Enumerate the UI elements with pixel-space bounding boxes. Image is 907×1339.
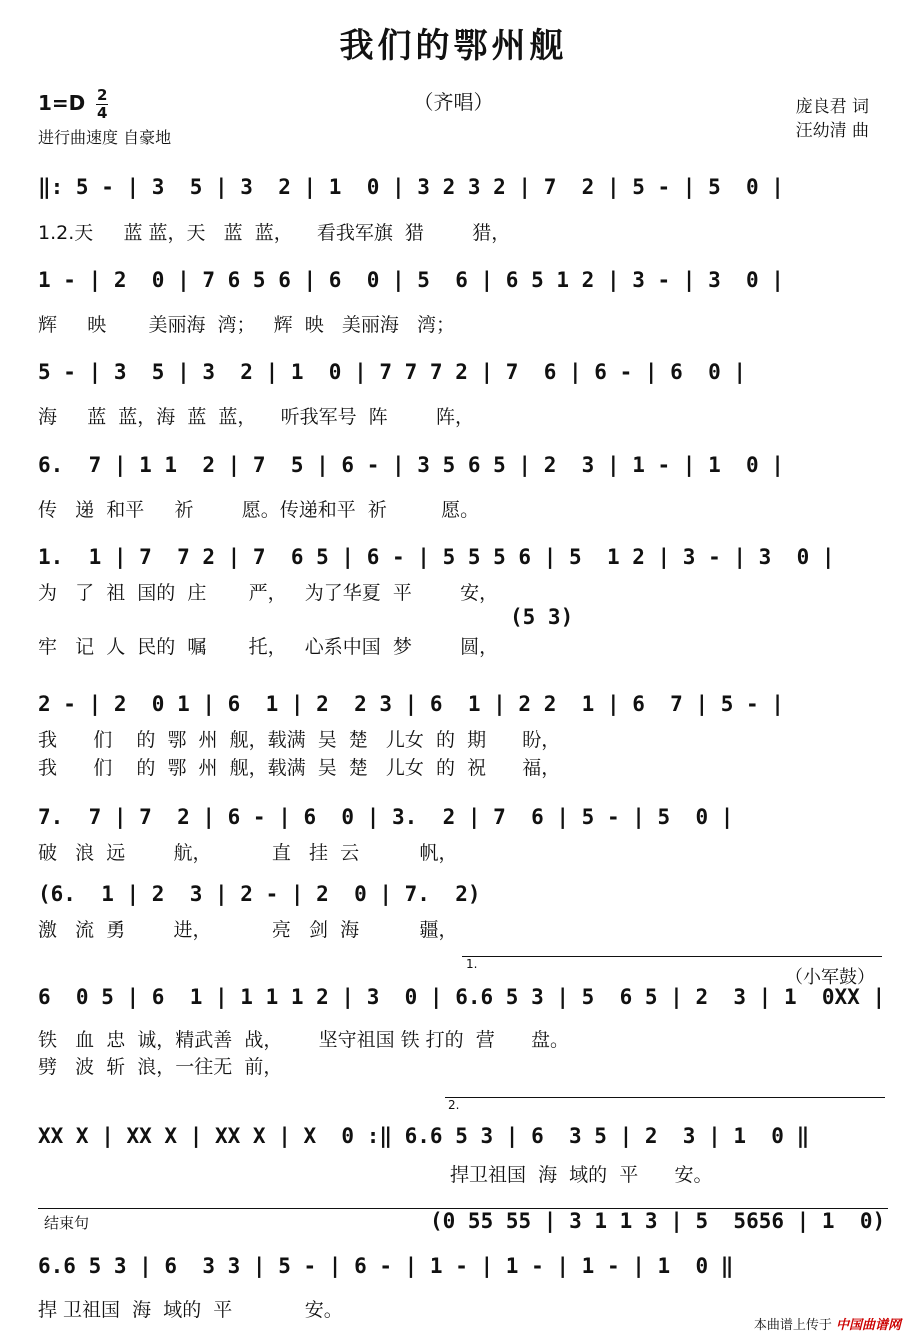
lyric-row: 我 们 的 鄂 州 舰，载满 吴 楚 儿女 的 祝 福，	[38, 757, 561, 779]
notation-row: (0 55 55 | 3 1 1 3 | 5 5656 | 1 0)	[430, 1209, 886, 1233]
lyric-row: 破 浪 远 航， 直 挂 云 帆，	[38, 842, 458, 864]
volta-1-bracket	[462, 956, 882, 957]
notation-row: 1 - | 2 0 | 7 6 5 6 | 6 0 | 5 6 | 6 5 1 2 | 3 - | 3 0 |	[38, 268, 784, 292]
volta-2-label: 2.	[448, 1098, 460, 1112]
lyric-row: 海 蓝 蓝，海 蓝 蓝， 听我军号 阵 阵，	[38, 406, 474, 428]
ending-bracket	[38, 1208, 888, 1209]
subtitle: （齐唱）	[413, 90, 494, 114]
ending-label: 结束句	[44, 1214, 90, 1232]
notation-row: (5 3)	[510, 605, 574, 629]
time-sig-top: 2	[97, 86, 108, 104]
notation-row: (6. 1 | 2 3 | 2 - | 2 0 | 7. 2)	[38, 882, 481, 906]
notation-row: 6. 7 | 1 1 2 | 7 5 | 6 - | 3 5 6 5 | 2 3 | 1 - | 1 0 |	[38, 453, 784, 477]
footer	[754, 1314, 901, 1333]
key-label: 1=D	[38, 91, 86, 115]
footer-site[interactable]: 中国曲谱网	[835, 1318, 901, 1333]
lyric-row: 牢 记 人 民的 嘱 托， 心系中国 梦 圆，	[38, 636, 499, 658]
notation-row: 2 - | 2 0 1 | 6 1 | 2 2 3 | 6 1 | 2 2 1 | 6 7 | 5 - |	[38, 692, 784, 716]
page-title: 我们的鄂州舰	[339, 26, 568, 66]
lyric-row: 劈 波 斩 浪，一往无 前，	[38, 1056, 283, 1078]
lyric-row: 1.2.天 蓝 蓝，天 蓝 蓝， 看我军旗 猎 猎，	[38, 222, 511, 244]
lyric-row: 传 递 和平 祈 愿。传递和平 祈 愿。	[38, 499, 480, 521]
footer-prefix: 本曲谱上传于	[753, 1318, 832, 1333]
lyric-row: 我 们 的 鄂 州 舰，载满 吴 楚 儿女 的 期 盼，	[38, 729, 561, 751]
notation-row: ‖: 5 - | 3 5 | 3 2 | 1 0 | 3 2 3 2 | 7 2 | 5 - | 5 0 |	[38, 175, 784, 199]
tempo-marking: 进行曲速度 自豪地	[38, 128, 172, 147]
time-sig-bottom: 4	[97, 104, 108, 122]
notation-row: XX X | XX X | XX X | X 0 :‖ 6.6 5 3 | 6 3 5 | 2 3 | 1 0 ‖	[38, 1124, 810, 1148]
lyric-row: 捍 卫祖国 海 域的 平 安。	[38, 1299, 343, 1321]
lyric-row: 为 了 祖 国的 庄 严， 为了华夏 平 安，	[38, 582, 499, 604]
drum-note: （小军鼓）	[785, 967, 875, 988]
volta-2-bracket	[445, 1097, 885, 1098]
volta-1-label: 1.	[466, 957, 478, 971]
lyricist: 庞良君 词	[795, 97, 869, 117]
lyric-row: 激 流 勇 进， 亮 剑 海 疆，	[38, 919, 458, 941]
lyric-row: 捍卫祖国 海 域的 平 安。	[450, 1164, 713, 1186]
lyric-row: 辉 映 美丽海 湾； 辉 映 美丽海 湾；	[38, 314, 455, 336]
lyric-row: 铁 血 忠 诚，精武善 战， 坚守祖国 铁 打的 营 盘。	[38, 1029, 569, 1051]
notation-row: 7. 7 | 7 2 | 6 - | 6 0 | 3. 2 | 7 6 | 5 - | 5 0 |	[38, 805, 734, 829]
notation-row: 5 - | 3 5 | 3 2 | 1 0 | 7 7 7 2 | 7 6 | 6 - | 6 0 |	[38, 360, 747, 384]
notation-row: 6.6 5 3 | 6 3 3 | 5 - | 6 - | 1 - | 1 - | 1 - | 1 0 ‖	[38, 1254, 734, 1278]
notation-row: 6 0 5 | 6 1 | 1 1 1 2 | 3 0 | 6.6 5 3 | 5 6 5 | 2 3 | 1 0XX |	[38, 985, 886, 1009]
composer: 汪幼清 曲	[795, 121, 869, 141]
notation-row: 1. 1 | 7 7 2 | 7 6 5 | 6 - | 5 5 5 6 | 5 1 2 | 3 - | 3 0 |	[38, 545, 835, 569]
